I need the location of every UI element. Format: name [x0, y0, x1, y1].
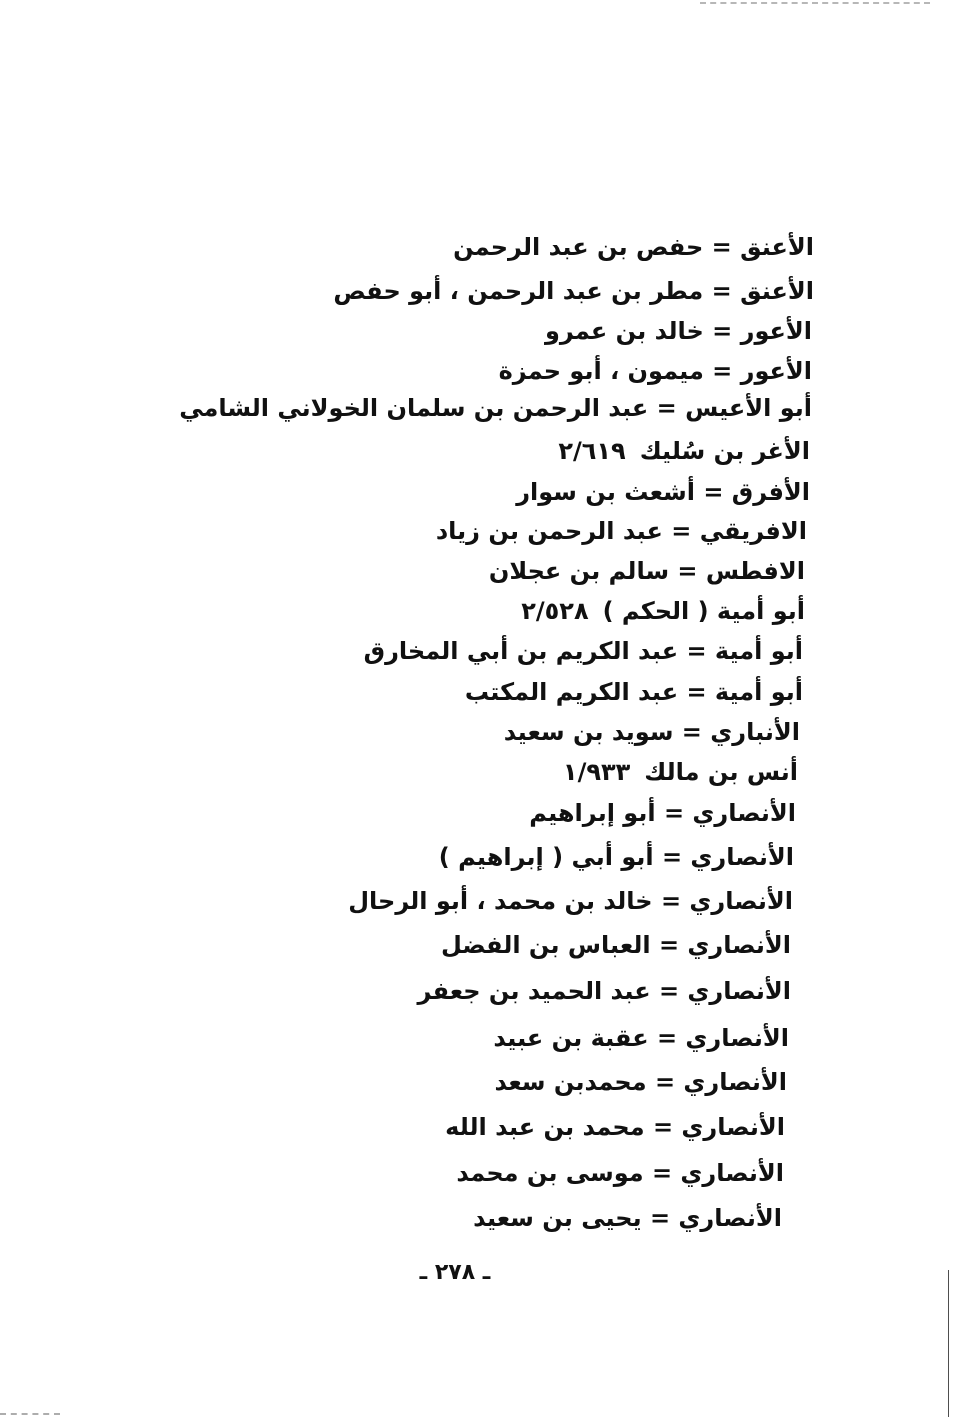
- index-entry: [350, 636, 803, 666]
- index-entry: [422, 516, 807, 546]
- entry-text: الافريقي = عبد الرحمن بن زياد: [435, 517, 807, 545]
- entry-text: الأنصاري = عقبة بن عبيد: [493, 1024, 789, 1052]
- entry-text: أبو الأعيس = عبد الرحمن بن سلمان الخولاني الشامي: [179, 394, 812, 422]
- entry-text: الأفرق = أشعث بن سوار: [516, 478, 810, 506]
- entry-text: الأنصاري = أبو إبراهيم: [529, 799, 796, 827]
- entry-text: أنس بن مالك: [644, 758, 798, 786]
- entry-text: أبو أمية ( الحكم ): [602, 597, 805, 625]
- entry-text: الأنصاري = يحيى بن سعيد: [473, 1204, 782, 1232]
- index-entry: [485, 356, 812, 386]
- index-entry: [427, 930, 791, 960]
- entry-text: الأعنق = حفص بن عبد الرحمن: [453, 233, 814, 261]
- index-entry: [502, 477, 810, 507]
- entry-text: الأنصاري = محمدبن سعد: [494, 1068, 787, 1096]
- entry-text: الأعنق = مطر بن عبد الرحمن ، أبو حفص: [333, 277, 814, 305]
- index-entry: [165, 393, 812, 423]
- index-entry: [439, 232, 814, 262]
- index-entry: [319, 276, 814, 306]
- entry-ref: ٢/٥٢٨: [521, 597, 589, 625]
- entry-text: الأغر بن سُليك: [639, 437, 810, 465]
- index-entry: [563, 757, 798, 787]
- index-entry: [521, 596, 805, 626]
- index-entry: [425, 842, 794, 872]
- index-entry: [334, 886, 793, 916]
- entry-text: أبو أمية = عبد الكريم بن أبي المخارق: [363, 637, 803, 665]
- entry-text: الأنصاري = أبو أبي ( إبراهيم ): [438, 843, 794, 871]
- entry-text: الأعور = خالد بن عمرو: [544, 317, 812, 345]
- entry-text: الأنصاري = موسى بن محمد: [456, 1159, 784, 1187]
- entry-text: الافطس = سالم بن عجلان: [488, 557, 805, 585]
- page-number: ـ ٢٧٨ ـ: [419, 1260, 491, 1285]
- index-entry: [442, 1158, 784, 1188]
- index-entry: [490, 717, 800, 747]
- entry-text: الأنصاري = محمد بن عبد الله: [445, 1113, 785, 1141]
- index-entry: [515, 798, 796, 828]
- entry-ref: ١/٩٣٣: [562, 758, 631, 786]
- index-entry: [531, 316, 812, 346]
- entry-text: أبو أمية = عبد الكريم المكتب: [464, 678, 803, 706]
- entry-text: الأنباري = سويد بن سعيد: [503, 718, 800, 746]
- index-entry: [451, 677, 803, 707]
- entry-text: الأنصاري = عبد الحميد بن جعفر: [417, 977, 791, 1005]
- index-entry: [479, 1023, 789, 1053]
- index-entry: [475, 556, 805, 586]
- index-entry: [481, 1067, 788, 1097]
- entry-text: الأعور = ميمون ، أبو حمزة: [498, 357, 812, 385]
- index-entry: [431, 1112, 785, 1142]
- entry-ref: ٢/٦١٩: [558, 437, 626, 465]
- entry-text: الأنصاري = العباس بن الفضل: [440, 931, 791, 959]
- index-entry: [459, 1203, 782, 1233]
- index-entry: [404, 976, 791, 1006]
- entry-text: الأنصاري = خالد بن محمد ، أبو الرحال: [348, 887, 793, 915]
- index-entry: [558, 436, 810, 466]
